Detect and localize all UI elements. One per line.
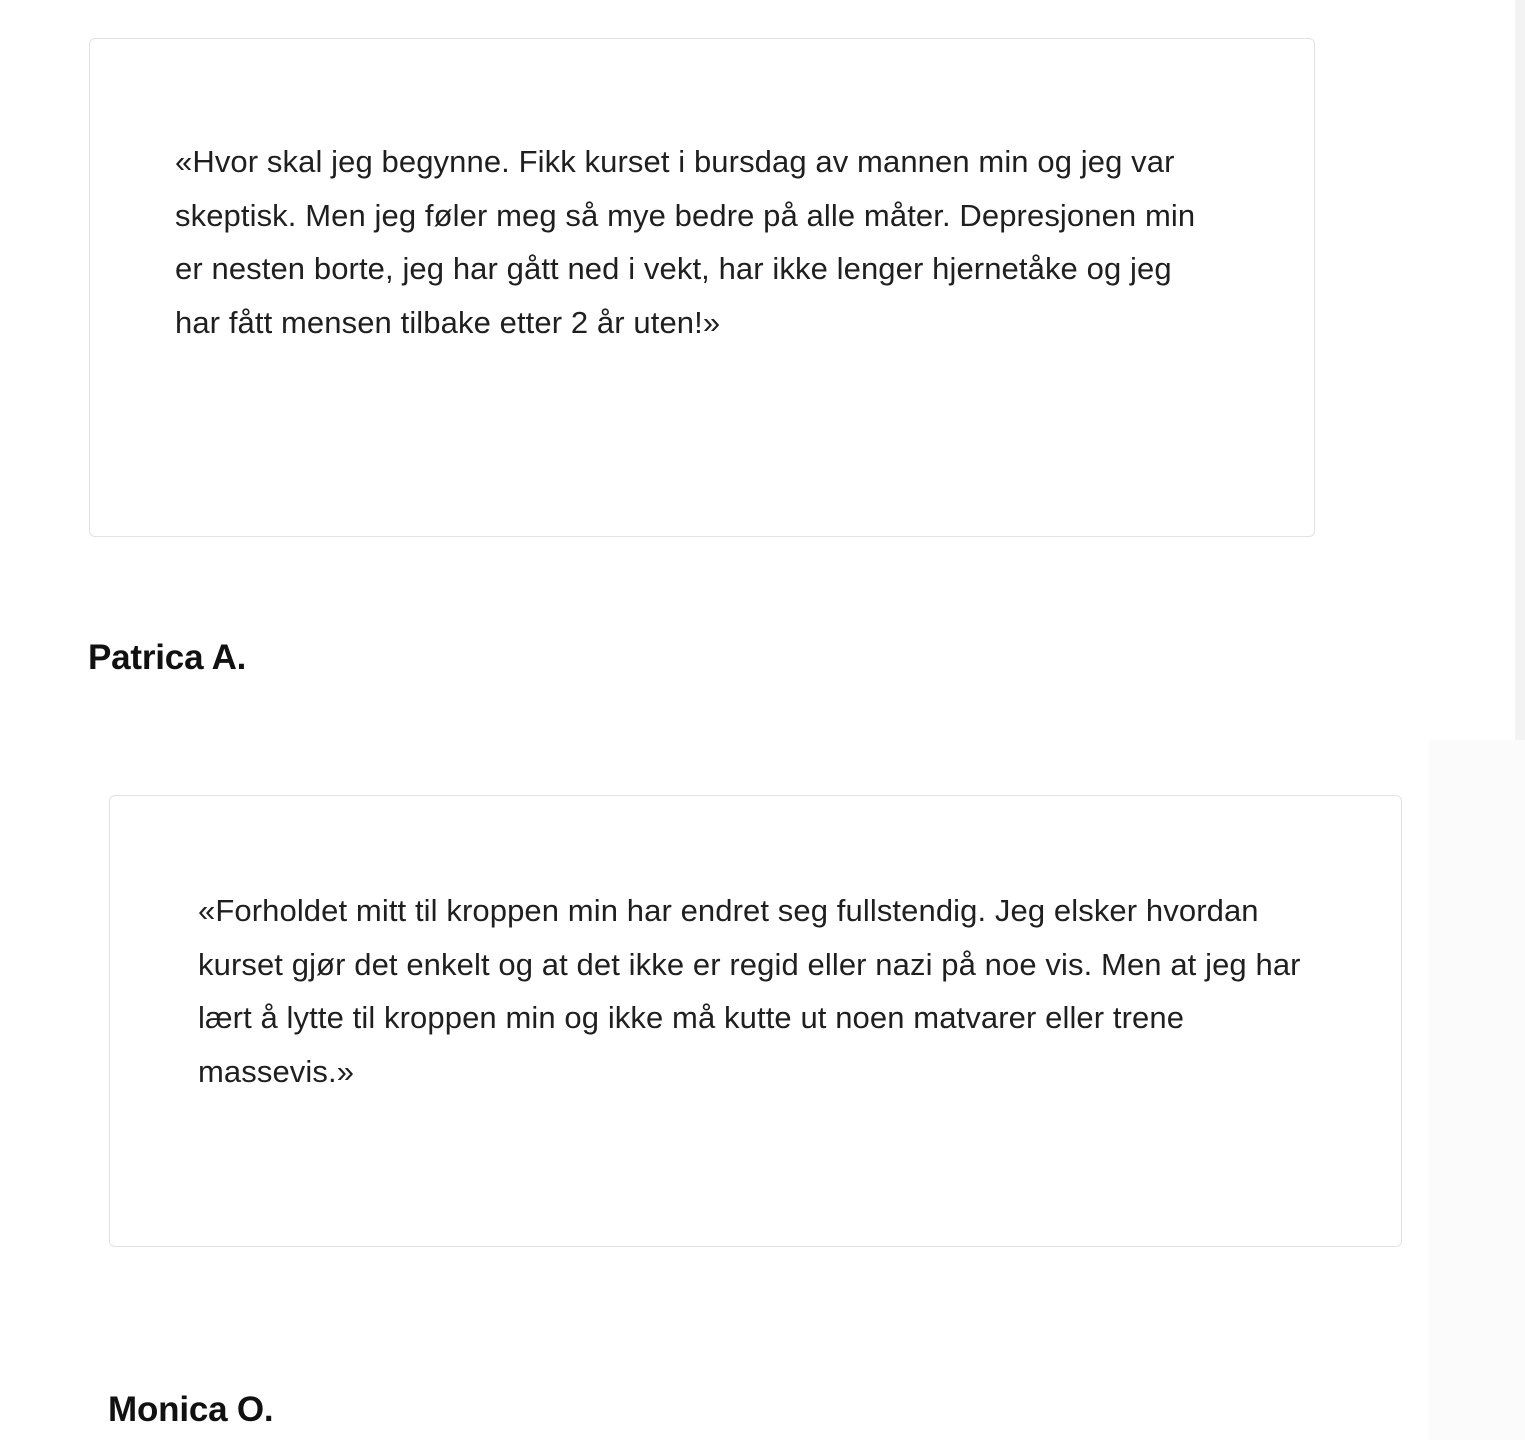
page-edge-tint-upper — [1515, 0, 1525, 740]
testimonial-quote-text: «Hvor skal jeg begynne. Fikk kurset i bursdag av mannen min og jeg var skeptisk. Men jeg føler meg så mye bedre på alle måter. Depresjonen min er nesten borte, jeg har gått ned i vekt, har ikke lenger hjernetåke og jeg har fått mensen tilbake etter 2 år uten!» — [175, 144, 1196, 340]
testimonial-author-name: Patrica A. — [88, 638, 247, 677]
page-edge-tint-lower — [1429, 740, 1525, 1440]
testimonial-quote-card — [109, 795, 1402, 1247]
testimonial-quote-text: «Forholdet mitt til kroppen min har endret seg fullstendig. Jeg elsker hvordan kurset gjør det enkelt og at det ikke er regid eller nazi på noe vis. Men at jeg har lært å lytte til kroppen min og ikke må kutte ut noen matvarer eller trene massevis.» — [198, 893, 1301, 1089]
testimonial-quote-card — [89, 38, 1315, 537]
testimonial-author-name: Monica O. — [108, 1390, 274, 1429]
